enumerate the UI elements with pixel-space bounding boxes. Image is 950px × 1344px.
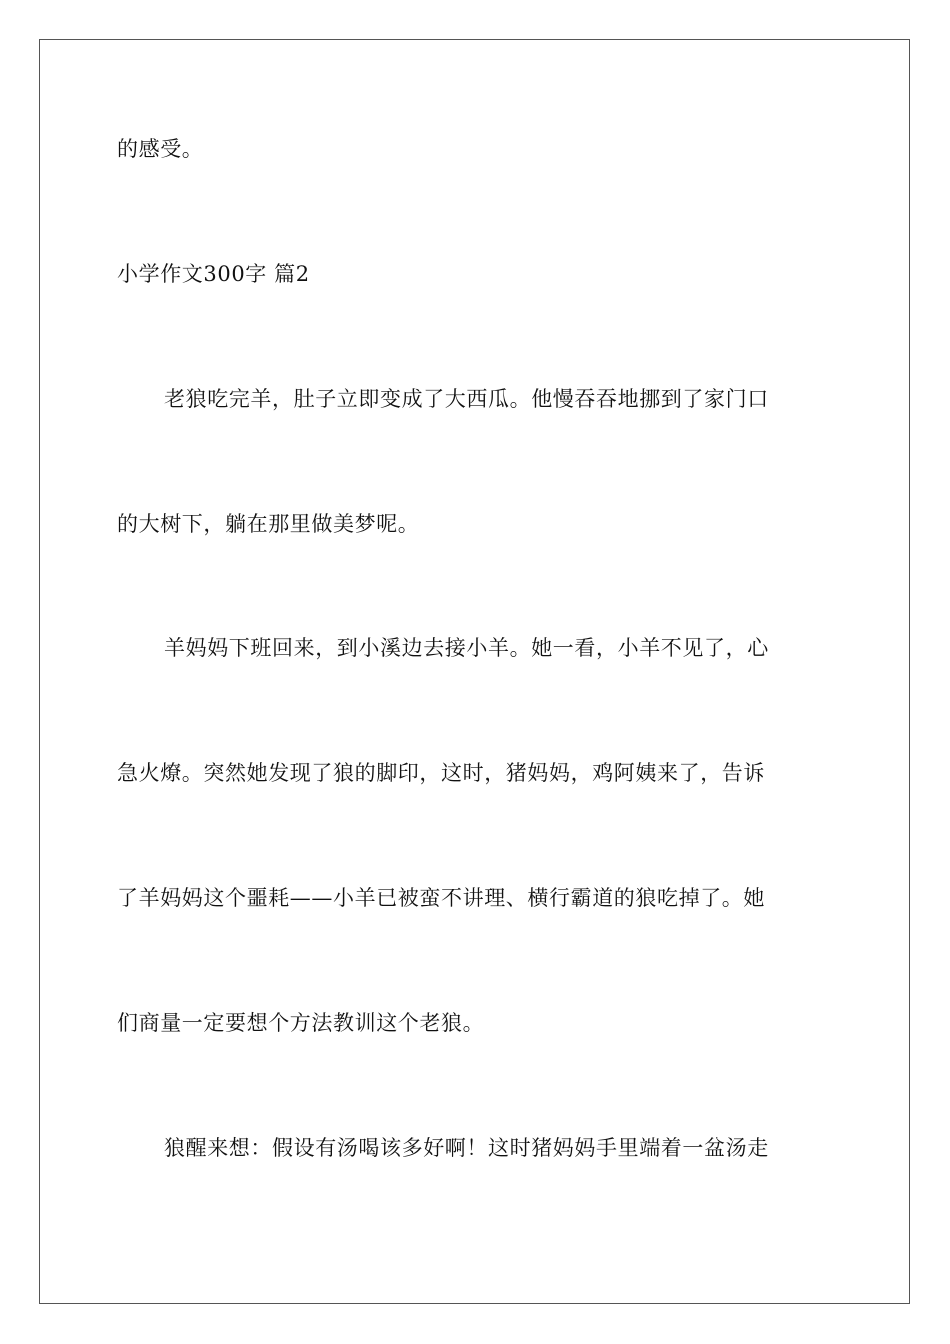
text-line: 的感受。	[117, 137, 204, 161]
section-heading: 小学作文300字 篇2	[117, 262, 310, 286]
paragraph-line: 羊妈妈下班回来，到小溪边去接小羊。她一看，小羊不见了，心	[164, 636, 769, 660]
page-border	[39, 39, 910, 1304]
paragraph-line: 急火燎。突然她发现了狼的脚印，这时，猪妈妈，鸡阿姨来了，告诉	[117, 761, 765, 785]
paragraph-line: 的大树下，躺在那里做美梦呢。	[117, 512, 420, 536]
paragraph-line: 老狼吃完羊，肚子立即变成了大西瓜。他慢吞吞地挪到了家门口	[164, 387, 769, 411]
paragraph-line: 们商量一定要想个方法教训这个老狼。	[117, 1011, 485, 1035]
paragraph-line: 了羊妈妈这个噩耗——小羊已被蛮不讲理、横行霸道的狼吃掉了。她	[117, 886, 765, 910]
paragraph-line: 狼醒来想：假设有汤喝该多好啊！这时猪妈妈手里端着一盆汤走	[164, 1136, 769, 1160]
